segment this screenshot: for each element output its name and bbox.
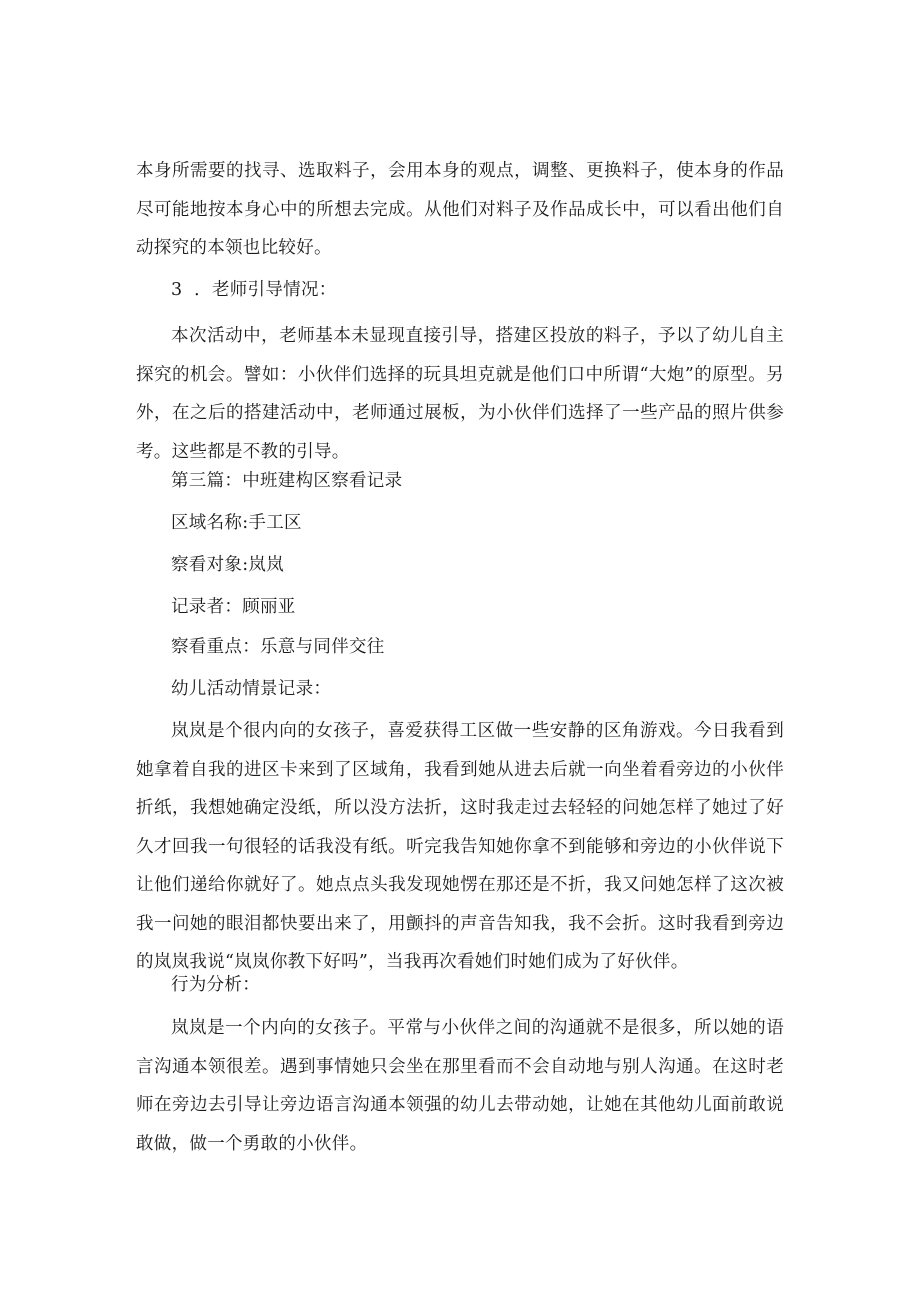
paragraph-teacher-guidance: 本次活动中，老师基本未显现直接引导，搭建区投放的料子，予以了幼儿自主探究的机会。譬如：小伙伴们选择的玩具坦克就是他们口中所谓“大炮”的原型。另外，在之后的搭建活动中，老师通过展板，为小伙伴们选择了一些产品的照片供参考。这些都是不教的引导。 <box>136 326 784 462</box>
paragraph-behavior-analysis: 岚岚是一个内向的女孩子。平常与小伙伴之间的沟通就不是很多，所以她的语言沟通本领很差。遇到事情她只会坐在那里看而不会自动地与别人沟通。在这时老师在旁边去引导让旁边语言沟通本领强的幼儿去带动她，让她在其他幼儿面前敢说敢做，做一个勇敢的小伙伴。 <box>136 1018 784 1154</box>
recorder-field: 记录者：顾丽亚 <box>171 597 296 617</box>
article-title: 第三篇：中班建构区察看记录 <box>171 471 403 491</box>
paragraph-materials-continued: 本身所需要的找寻、选取料子，会用本身的观点，调整、更换料子，使本身的作品尽可能地按本身心中的所想去完成。从他们对料子及作品成长中，可以看出他们自动探究的本领也比较好。 <box>136 161 784 258</box>
behavior-analysis-heading: 行为分析： <box>171 975 260 995</box>
observation-focus-field: 察看重点：乐意与同伴交往 <box>171 637 385 657</box>
activity-record-heading: 幼儿活动情景记录： <box>171 679 332 699</box>
section-heading-teacher-guidance: 3 ．老师引导情况： <box>171 280 337 300</box>
observation-subject-field: 察看对象:岚岚 <box>171 555 284 575</box>
paragraph-activity-record: 岚岚是个很内向的女孩子，喜爱获得工区做一些安静的区角游戏。今日我看到她拿着自我的进区卡来到了区域角，我看到她从进去后就一向坐着看旁边的小伙伴折纸，我想她确定没纸，所以没方法折，这时我走过去轻轻的问她怎样了她过了好久才回我一句很轻的话我没有纸。听完我告知她你拿不到能够和旁边的小伙伴说下让他们递给你就好了。她点点头我发现她愣在那还是不折，我又问她怎样了这次被我一问她的眼泪都快要出来了，用颤抖的声音告知我，我不会折。这时我看到旁边的岚岚我说“岚岚你教下好吗”，当我再次看她们时她们成为了好伙伴。 <box>136 721 784 972</box>
area-name-field: 区域名称:手工区 <box>171 513 302 533</box>
